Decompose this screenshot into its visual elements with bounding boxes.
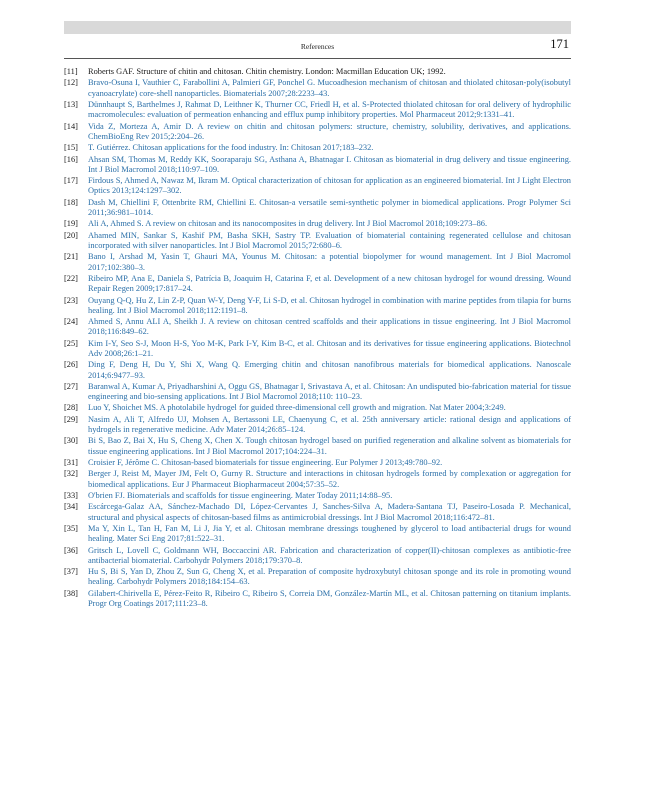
reference-item — [64, 469, 571, 489]
reference-item — [64, 317, 571, 337]
reference-number: [37] — [64, 567, 78, 577]
reference-list — [64, 67, 571, 610]
reference-number: [25] — [64, 338, 78, 348]
reference-number: [18] — [64, 197, 78, 207]
reference-link[interactable]: Nasim A, Ali T, Alfredo UJ, Mohsen A, Bertassoni LE, Chaenyung C, et al. 25th anniversary article: rational design and applications of hydrogels in regenerative medicine. Adv Mater 2014;26:85–124. — [88, 414, 571, 435]
reference-item — [64, 360, 571, 380]
reference-item — [64, 403, 571, 413]
reference-item — [64, 415, 571, 435]
reference-item — [64, 155, 571, 175]
reference-link[interactable]: O'brien FJ. Biomaterials and scaffolds for tissue engineering. Mater Today 2011;14:88–95. — [88, 491, 393, 501]
reference-link[interactable]: Escárcega-Galaz AA, Sánchez-Machado DI, López-Cervantes J, Sanches-Silva A, Madera-Santana TJ, Paseiro-Losada P. Mechanical, structural and physical aspects of chitosan-based films as antimicrobial dressings. Int J Biol Macromol 2018;116:472–81. — [88, 502, 571, 522]
reference-number: [11] — [64, 67, 78, 76]
reference-link[interactable]: Ahsan SM, Thomas M, Reddy KK, Sooraparaju SG, Asthana A, Bhatnagar I. Chitosan as biomaterial in drug delivery and tissue engineering. Int J Biol Macromol 2018;110:97–109. — [88, 154, 571, 174]
reference-link[interactable]: Vida Z, Morteza A, Amir D. A review on chitin and chitosan polymers: structure, chemistry, solubility, derivatives, and applications. ChemBioEng Rev 2015;2:204–26. — [88, 121, 571, 141]
reference-number: [29] — [64, 414, 78, 424]
reference-link[interactable]: Dash M, Chiellini F, Ottenbrite RM, Chiellini E. Chitosan-a versatile semi-synthetic polymer in biomedical applications. Progr Polymer Sci 2011;36:981–1014. — [88, 197, 571, 217]
reference-item — [64, 296, 571, 316]
reference-item — [64, 176, 571, 196]
reference-link[interactable]: Bravo-Osuna I, Vauthier C, Farabollini A, Palmieri GF, Ponchel G. Mucoadhesion mechanism of chitosan and thiolated chitosan-poly(isobutyl cyanoacrylate) core-shell nanoparticles. Biomaterials 2007;28:2233–43. — [88, 78, 571, 98]
reference-number: [21] — [64, 252, 78, 262]
reference-number: [28] — [64, 403, 78, 413]
reference-item — [64, 589, 571, 609]
reference-link[interactable]: Berger J, Reist M, Mayer JM, Felt O, Gurny R. Structure and interactions in chitosan hydrogels formed by complexation or aggregation for biomedical applications. Eur J Pharmaceut Biopharmaceut 2004;57:35–52. — [88, 469, 571, 489]
reference-number: [38] — [64, 588, 78, 598]
reference-item — [64, 67, 571, 77]
reference-item — [64, 122, 571, 142]
reference-link[interactable]: Ding F, Deng H, Du Y, Shi X, Wang Q. Emerging chitin and chitosan nanofibrous materials for biomedical applications. Nanoscale 2014;6:9477–93. — [88, 360, 571, 380]
reference-number: [16] — [64, 154, 78, 164]
reference-link[interactable]: Luo Y, Shoichet MS. A photolabile hydrogel for guided three-dimensional cell growth and migration. Nat Mater 2004;3:249. — [88, 403, 506, 413]
reference-number: [35] — [64, 524, 78, 534]
reference-number: [15] — [64, 143, 78, 153]
reference-number: [26] — [64, 360, 78, 370]
reference-link[interactable]: T. Gutiérrez. Chitosan applications for the food industry. In: Chitosan 2017;183–232. — [88, 143, 374, 153]
reference-item — [64, 567, 571, 587]
reference-number: [22] — [64, 273, 78, 283]
reference-number: [36] — [64, 545, 78, 555]
reference-item — [64, 78, 571, 98]
reference-number: [13] — [64, 99, 78, 109]
reference-link[interactable]: Hu S, Bi S, Yan D, Zhou Z, Sun G, Cheng X, et al. Preparation of composite hydroxybutyl chitosan sponge and its role in promoting wound healing. Carbohydr Polymers 2018;184:154–63. — [88, 567, 571, 587]
reference-number: [31] — [64, 458, 78, 468]
reference-number: [34] — [64, 502, 78, 512]
reference-number: [24] — [64, 317, 78, 327]
reference-link[interactable]: Bano I, Arshad M, Yasin T, Ghauri MA, Younus M. Chitosan: a potential biopolymer for wound management. Int J Biol Macromol 2017;102:380–3. — [88, 252, 571, 272]
reference-item — [64, 458, 571, 468]
reference-number: [30] — [64, 436, 78, 446]
reference-link[interactable]: Croisier F, Jérôme C. Chitosan-based biomaterials for tissue engineering. Eur Polymer J 2013;49:780–92. — [88, 458, 443, 468]
reference-number: [27] — [64, 381, 78, 391]
reference-number: [33] — [64, 491, 78, 501]
reference-number: [32] — [64, 469, 78, 479]
reference-item — [64, 339, 571, 359]
header-bar — [64, 21, 571, 34]
reference-link[interactable]: Ali A, Ahmed S. A review on chitosan and its nanocomposites in drug delivery. Int J Biol Macromol 2018;109:273–86. — [88, 219, 488, 229]
reference-link[interactable]: Gritsch L, Lovell C, Goldmann WH, Boccaccini AR. Fabrication and characterization of copper(II)-chitosan complexes as antibiotic-free antibacterial biomaterial. Carbohydr Polymers 2018;179:370–8. — [88, 545, 571, 565]
reference-number: [14] — [64, 121, 78, 131]
reference-item — [64, 100, 571, 120]
reference-link[interactable]: Dünnhaupt S, Barthelmes J, Rahmat D, Leithner K, Thurner CC, Friedl H, et al. S-Protected thiolated chitosan for oral delivery of hydrophilic macromolecules: evaluation of permeation enhancing and efflux pump inhibitory properties. Mol Pharmaceut 2012;9:1331–41. — [88, 99, 571, 120]
reference-link[interactable]: Firdous S, Ahmed A, Nawaz M, Ikram M. Optical characterization of chitosan for application as an engineered biomaterial. Int J Light Electron Optics 2013;124:1297–302. — [88, 176, 571, 196]
reference-number: [20] — [64, 230, 78, 240]
reference-link[interactable]: Gilabert-Chirivella E, Pérez-Feito R, Ribeiro C, Ribeiro S, Correia DM, González-Martín ML, et al. Chitosan patterning on titanium implants. Progr Org Coatings 2017;111:23–8. — [88, 588, 571, 609]
reference-item — [64, 252, 571, 272]
reference-link[interactable]: Ahmed S, Annu ALI A, Sheikh J. A review on chitosan centred scaffolds and their applications in tissue engineering. Int J Biol Macromol 2018;116:849–62. — [88, 317, 571, 337]
reference-link[interactable]: Ribeiro MP, Ana E, Daniela S, Patrícia B, Joaquim H, Catarina F, et al. Development of a new chitosan hydrogel for wound dressing. Wound Repair Regen 2009;17:817–24. — [88, 273, 571, 294]
running-title: References — [300, 42, 335, 51]
reference-item — [64, 546, 571, 566]
reference-link[interactable]: Ahamed MIN, Sankar S, Kashif PM, Basha SKH, Sastry TP. Evaluation of biomaterial containing regenerated cellulose and chitosan incorporated with silver nanoparticles. Int J Biol Macromol 2015;72:680–6. — [88, 230, 571, 250]
reference-number: [23] — [64, 295, 78, 305]
reference-link[interactable]: Kim I-Y, Seo S-J, Moon H-S, Yoo M-K, Park I-Y, Kim B-C, et al. Chitosan and its derivatives for tissue engineering applications. Biotechnol Adv 2008;26:1–21. — [88, 338, 571, 358]
reference-link[interactable]: Ma Y, Xin L, Tan H, Fan M, Li J, Jia Y, et al. Chitosan membrane dressings toughened by glycerol to load antibacterial drugs for wound healing. Mater Sci Eng 2017;81:522–31. — [88, 524, 571, 544]
reference-link[interactable]: Baranwal A, Kumar A, Priyadharshini A, Oggu GS, Bhatnagar I, Srivastava A, et al. Chitosan: An undisputed bio-fabrication material for tissue engineering and bio-sensing applications. Int J Biol Macromol 2018;110: 110–23. — [88, 381, 571, 402]
page-number: 171 — [550, 37, 569, 51]
reference-number: [17] — [64, 176, 78, 186]
reference-item — [64, 436, 571, 456]
reference-item — [64, 502, 571, 522]
reference-item — [64, 198, 571, 218]
reference-item — [64, 219, 571, 229]
reference-item — [64, 143, 571, 153]
reference-item — [64, 382, 571, 402]
reference-link[interactable]: Ouyang Q-Q, Hu Z, Lin Z-P, Quan W-Y, Deng Y-F, Li S-D, et al. Chitosan hydrogel in combination with marine peptides from tilapia for burns healing. Int J Biol Macromol 2018;112:1191–8. — [88, 295, 571, 315]
reference-link[interactable]: Bi S, Bao Z, Bai X, Hu S, Cheng X, Chen X. Tough chitosan hydrogel based on purified regeneration and alkaline solvent as biomaterials for tissue engineering applications. Int J Biol Macromol 2017;104:224–31. — [88, 436, 571, 456]
reference-number: [19] — [64, 219, 78, 229]
running-head — [64, 36, 571, 59]
reference-item — [64, 231, 571, 251]
reference-text: Roberts GAF. Structure of chitin and chitosan. Chitin chemistry. London: Macmillan Education UK; 1992. — [88, 67, 446, 76]
reference-item — [64, 491, 571, 501]
reference-number: [12] — [64, 78, 78, 88]
reference-item — [64, 524, 571, 544]
reference-item — [64, 274, 571, 294]
